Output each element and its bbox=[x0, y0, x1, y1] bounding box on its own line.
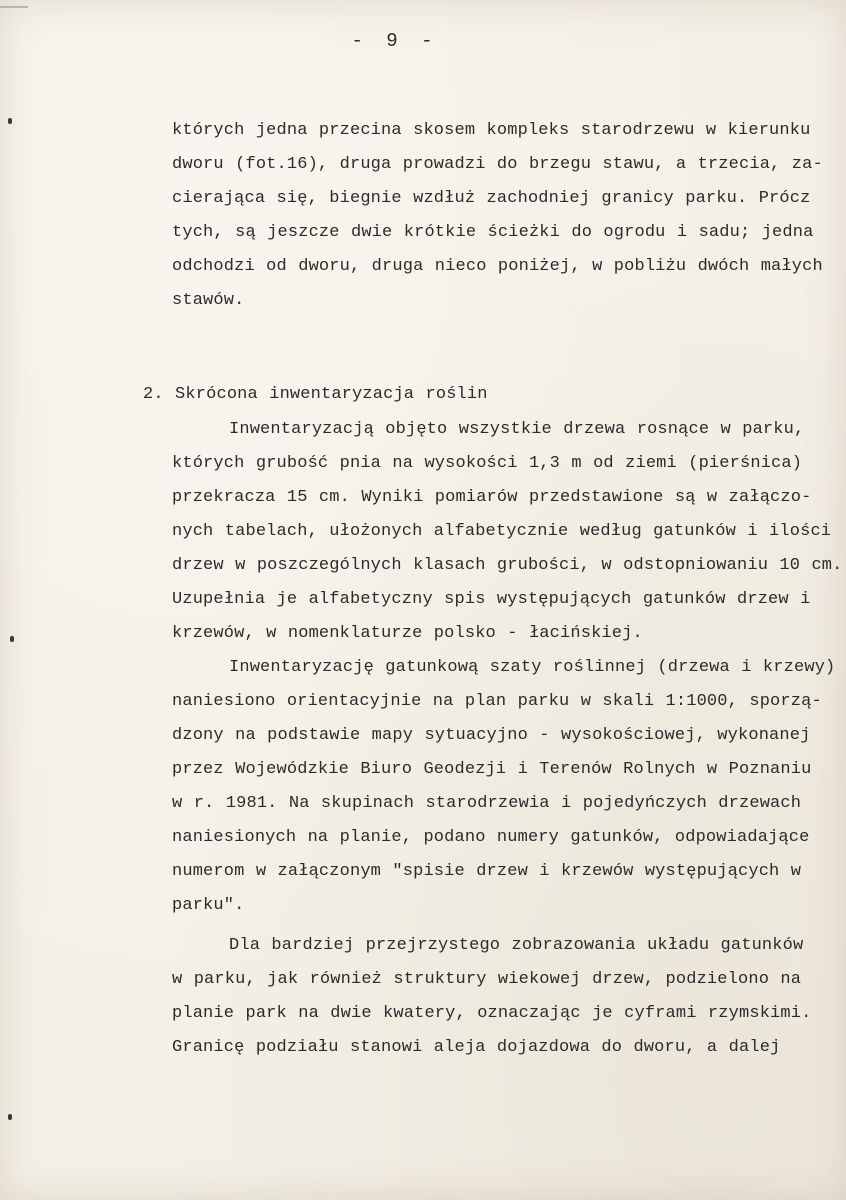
text-line: nych tabelach, ułożonych alfabetycznie według gatunków i ilości bbox=[172, 522, 832, 541]
text-line: w r. 1981. Na skupinach starodrzewia i pojedyńczych drzewach bbox=[172, 794, 802, 813]
text-line: przez Wojewódzkie Biuro Geodezji i Terenów Rolnych w Poznaniu bbox=[172, 760, 812, 779]
text-line: Inwentaryzacją objęto wszystkie drzewa rosnące w parku, bbox=[229, 420, 805, 439]
text-line: naniesionych na planie, podano numery gatunków, odpowiadające bbox=[172, 828, 810, 847]
text-line: cierająca się, biegnie wzdłuż zachodniej granicy parku. Prócz bbox=[172, 189, 811, 208]
text-line: planie park na dwie kwatery, oznaczając je cyframi rzymskimi. bbox=[172, 1004, 812, 1023]
page-number: - 9 - bbox=[351, 30, 439, 52]
text-line: tych, są jeszcze dwie krótkie ścieżki do ogrodu i sadu; jedna bbox=[172, 223, 814, 242]
text-line: których grubość pnia na wysokości 1,3 m od ziemi (pierśnica) bbox=[172, 454, 803, 473]
margin-punch-mark bbox=[8, 118, 12, 124]
text-line: parku". bbox=[172, 896, 245, 915]
text-line: dzony na podstawie mapy sytuacyjno - wysokościowej, wykonanej bbox=[172, 726, 811, 745]
margin-punch-mark bbox=[10, 636, 14, 642]
text-line: drzew w poszczególnych klasach grubości, w odstopniowaniu 10 cm. bbox=[172, 556, 843, 575]
text-line: w parku, jak również struktury wiekowej drzew, podzielono na bbox=[172, 970, 802, 989]
text-line: Granicę podziału stanowi aleja dojazdowa do dworu, a dalej bbox=[172, 1038, 781, 1057]
text-line: naniesiono orientacyjnie na plan parku w skali 1:1000, sporzą- bbox=[172, 692, 822, 711]
text-line: stawów. bbox=[172, 291, 245, 310]
section-heading: 2. Skrócona inwentaryzacja roślin bbox=[143, 385, 488, 404]
text-line: dworu (fot.16), druga prowadzi do brzegu stawu, a trzecia, za- bbox=[172, 155, 823, 174]
text-line: przekracza 15 cm. Wyniki pomiarów przedstawione są w załączo- bbox=[172, 488, 812, 507]
text-line: numerom w załączonym "spisie drzew i krzewów występujących w bbox=[172, 862, 802, 881]
text-line: Inwentaryzację gatunkową szaty roślinnej (drzewa i krzewy) bbox=[229, 658, 836, 677]
scan-edge-mark bbox=[0, 6, 28, 8]
margin-punch-mark bbox=[8, 1114, 12, 1120]
text-line: Dla bardziej przejrzystego zobrazowania układu gatunków bbox=[229, 936, 804, 955]
text-line: krzewów, w nomenklaturze polsko - łacińskiej. bbox=[172, 624, 643, 643]
text-line: odchodzi od dworu, druga nieco poniżej, w pobliżu dwóch małych bbox=[172, 257, 823, 276]
text-line: których jedna przecina skosem kompleks starodrzewu w kierunku bbox=[172, 121, 811, 140]
text-line: Uzupełnia je alfabetyczny spis występujących gatunków drzew i bbox=[172, 590, 811, 609]
